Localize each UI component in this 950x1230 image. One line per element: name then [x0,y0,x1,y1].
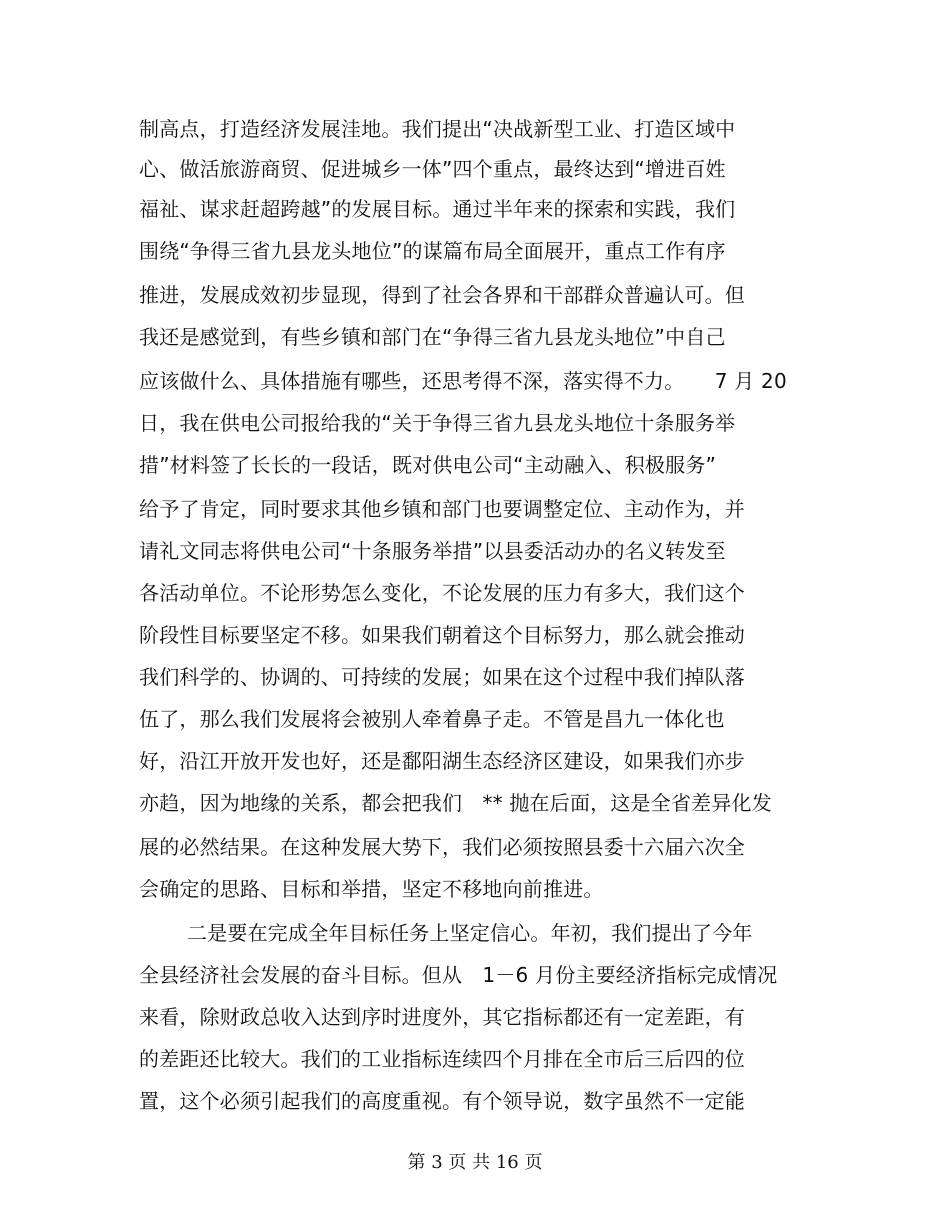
text-line: 我还是感觉到，有些乡镇和部门在“争得三省九县龙头地位”中自己 [139,325,726,349]
text-line: 心、做活旅游商贸、促进城乡一体”四个重点，最终达到“增进百姓 [139,157,726,181]
text-line: 日，我在供电公司报给我的“关于争得三省九县龙头地位十条服务举 [139,411,736,435]
text-line: 置，这个必须引起我们的高度重视。有个领导说，数字虽然不一定能 [139,1089,745,1113]
text-line: 给予了肯定，同时要求其他乡镇和部门也要调整定位、主动作为，并 [139,497,745,521]
text-line: 我们科学的、协调的、可持续的发展；如果在这个过程中我们掉队落 [139,665,745,689]
text-line: 围绕“争得三省九县龙头地位”的谋篇布局全面展开，重点工作有序 [139,239,726,263]
text-line: 伍了，那么我们发展将会被别人牵着鼻子走。不管是昌九一体化也 [139,707,725,731]
text-line: 的差距还比较大。我们的工业指标连续四个月排在全市后三后四的位 [139,1047,745,1071]
text-line: 展的必然结果。在这种发展大势下，我们必须按照县委十六届六次全 [139,835,745,859]
text-line: 阶段性目标要坚定不移。如果我们朝着这个目标努力，那么就会推动 [139,623,745,647]
text-line: 应该做什么、具体措施有哪些，还思考得不深，落实得不力。 7 月 20 [139,369,787,393]
text-line: 措”材料签了长长的一段话，既对供电公司“主动融入、积极服务” [139,453,717,477]
text-line: 全县经济社会发展的奋斗目标。但从 1－6 月份主要经济指标完成情况 [139,963,778,987]
text-line: 来看，除财政总收入达到序时进度外，其它指标都还有一定差距，有 [139,1005,745,1029]
text-line: 福祉、谋求赶超跨越”的发展目标。通过半年来的探索和实践，我们 [139,197,736,221]
text-line: 推进，发展成效初步显现，得到了社会各界和干部群众普遍认可。但 [139,283,745,307]
text-line: 会确定的思路、目标和举措，坚定不移地向前推进。 [139,877,604,901]
paragraph-first-line: 二是要在完成全年目标任务上坚定信心。年初，我们提出了今年 [187,921,753,945]
text-line: 制高点，打造经济发展洼地。我们提出“决战新型工业、打造区域中 [139,117,736,141]
page-number-footer: 第 3 页 共 16 页 [407,1152,543,1173]
text-line: 请礼文同志将供电公司“十条服务举措”以县委活动办的名义转发至 [139,539,726,563]
text-line: 各活动单位。不论形势怎么变化，不论发展的压力有多大，我们这个 [139,581,745,605]
text-line: 好，沿江开放开发也好，还是鄱阳湖生态经济区建设，如果我们亦步 [139,749,745,773]
text-line: 亦趋，因为地缘的关系，都会把我们 ** 抛在后面，这是全省差异化发 [139,791,772,815]
